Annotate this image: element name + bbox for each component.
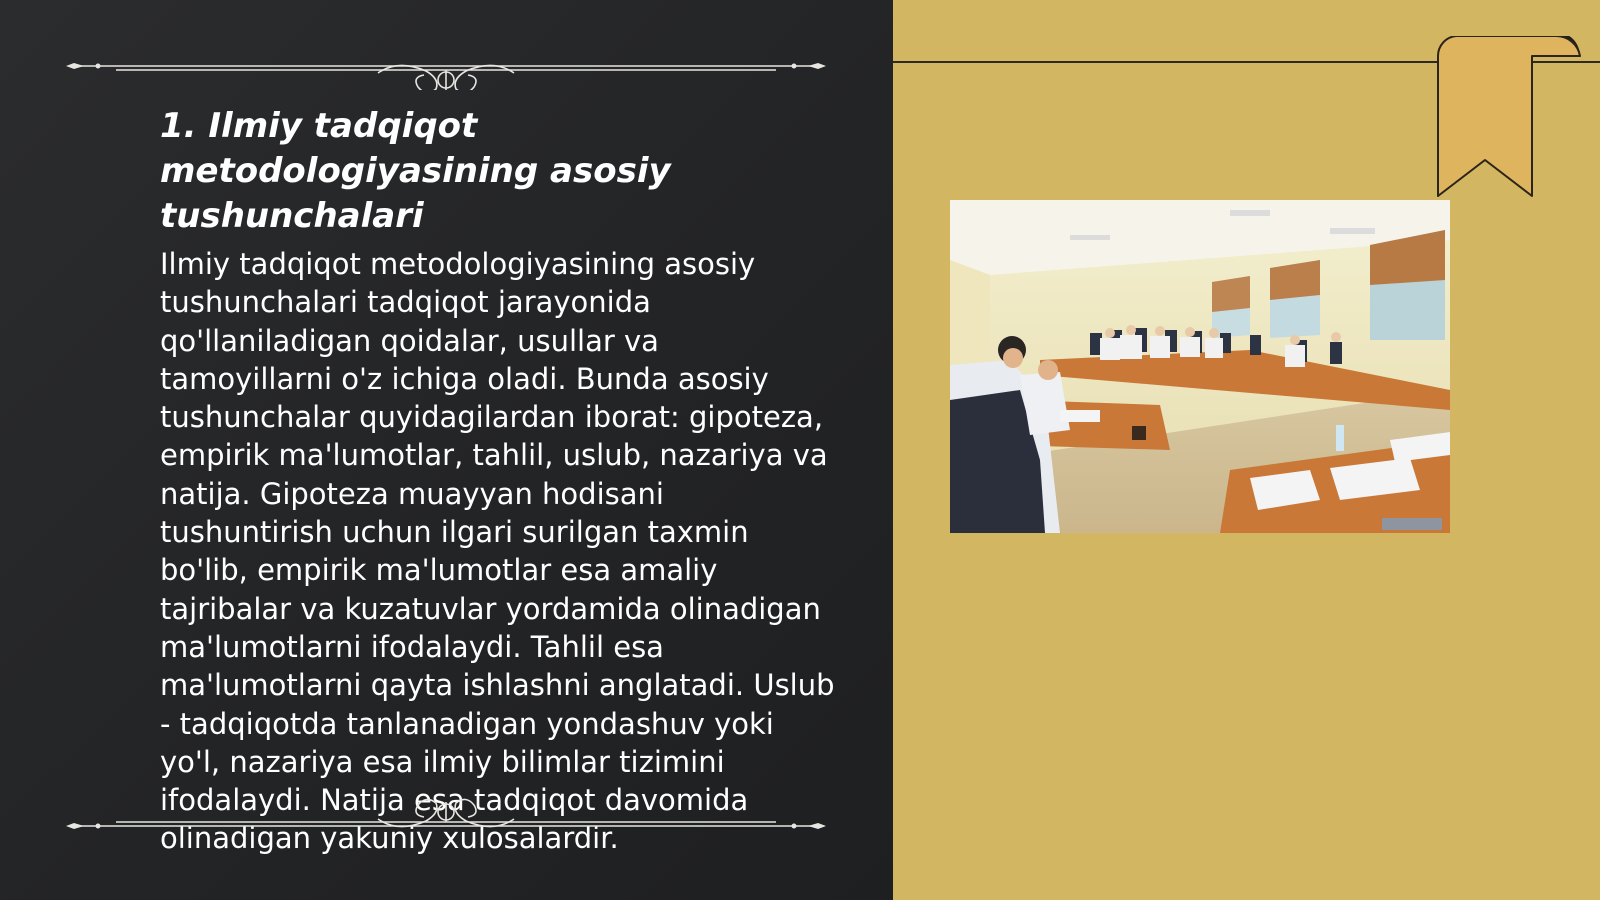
slide-title: 1. Ilmiy tadqiqot metodologiyasining asosiy tushunchalari bbox=[160, 106, 671, 236]
ribbon-bookmark-icon bbox=[1434, 36, 1600, 202]
classroom-photo bbox=[950, 200, 1450, 533]
top-flourish-divider-icon bbox=[66, 40, 826, 90]
bottom-flourish-divider-icon bbox=[66, 784, 826, 834]
slide-body-text: Ilmiy tadqiqot metodologiyasining asosiy tushunchalari tadqiqot jarayonida qo'llaniladigan qoidalar, usullar va tamoyillarni o'z ichiga oladi. Bunda asosiy tushunchalar quyidagilardan iborat: gipoteza, empirik ma'lumotlar, tahlil, uslub, nazariya va natija. Gipoteza muayyan hodisani tushuntirish uchun ilgari surilgan taxmin bo'lib, empirik ma'lumotlar esa amaliy tajribalar va kuzatuvlar yordamida olinadigan ma'lumotlarni ifodalaydi. Tahlil esa ma'lumotlarni qayta ishlashni anglatadi. Uslub - tadqiqotda tanlanadigan yondashuv yoki yo'l, nazariya esa ilmiy bilimlar tizimini ifodalaydi. Natija esa tadqiqot davomida olinadigan yakuniy xulosalardir. bbox=[160, 247, 835, 856]
